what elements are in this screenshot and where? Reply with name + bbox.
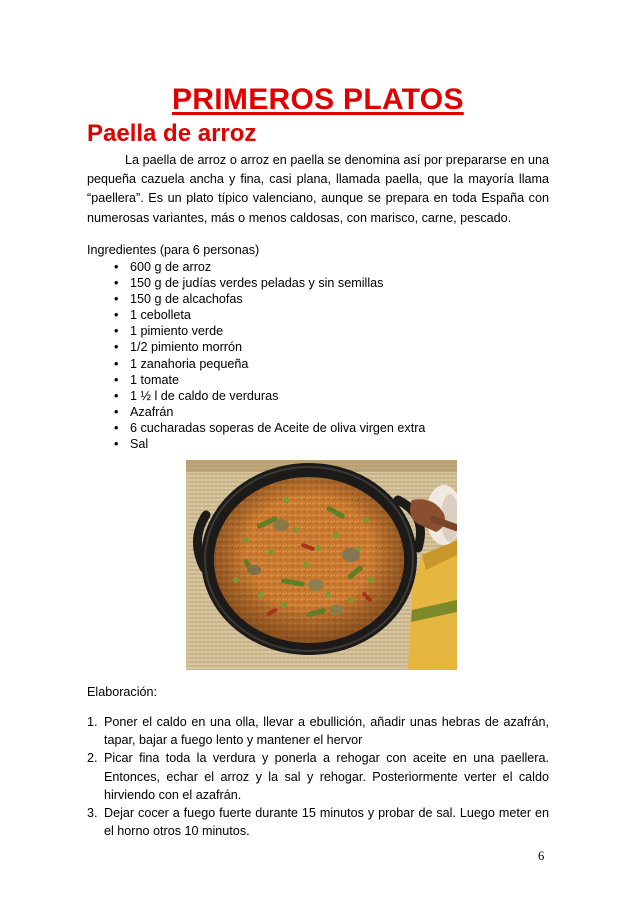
rice-shading — [214, 477, 404, 643]
paella-photo — [186, 460, 457, 670]
recipe-title: Paella de arroz — [87, 120, 257, 147]
ingredient-text: 150 g de alcachofas — [130, 292, 243, 307]
bullet-icon: • — [114, 340, 119, 355]
ingredient-text: 1/2 pimiento morrón — [130, 340, 242, 355]
bullet-icon: • — [114, 276, 119, 291]
bullet-icon: • — [114, 388, 119, 403]
step-number: 3. — [87, 806, 98, 821]
recipe-intro-paragraph: La paella de arroz o arroz en paella se denomina así por prepararse en una pequeña cazuela ancha y fina, casi plana, llamada paella, que la mayoría llama “paellera”. Es un plato típico valenciano, aunque se prepara en toda España con numerosas variantes, más o menos caldosas, con marisco, carne, pescado. — [87, 153, 549, 225]
bullet-icon: • — [114, 437, 119, 452]
bullet-icon: • — [114, 292, 119, 307]
bullet-icon: • — [114, 372, 119, 387]
page-title: PRIMEROS PLATOS — [172, 83, 464, 116]
step-text: Dejar cocer a fuego fuerte durante 15 minutos y probar de sal. Luego meter en el horno otros 10 minutos. — [104, 806, 549, 839]
ingredient-text: Sal — [130, 437, 149, 452]
step-text: Picar fina toda la verdura y ponerla a rehogar con aceite en una paellera. Entonces, echar el arroz y la sal y rehogar. Posteriormente verter el caldo hirviendo con el azafrán. — [104, 751, 549, 802]
elaboration-steps — [87, 713, 549, 840]
step-item — [87, 804, 549, 840]
ingredient-text: 1 pimiento verde — [130, 324, 224, 339]
bullet-icon: • — [114, 404, 119, 419]
ingredient-text: 1 cebolleta — [130, 308, 191, 323]
ingredient-text: 150 g de judías verdes peladas y sin semillas — [130, 276, 384, 291]
bullet-icon: • — [114, 420, 119, 435]
ingredients-heading: Ingredientes (para 6 personas) — [87, 243, 260, 257]
bullet-icon: • — [114, 260, 119, 274]
ingredient-text: 1 ½ l de caldo de verduras — [130, 388, 279, 403]
bullet-icon: • — [114, 308, 119, 323]
ingredient-text: Azafrán — [130, 404, 174, 419]
ingredient-text: 1 zanahoria pequeña — [130, 356, 249, 371]
ingredient-text: 1 tomate — [130, 372, 180, 387]
page-number: 6 — [538, 849, 545, 863]
step-number: 1. — [87, 715, 98, 729]
step-text: Poner el caldo en una olla, llevar a ebullición, añadir unas hebras de azafrán, tapar, bajar a fuego lento y mantener el hervor — [104, 715, 549, 748]
step-item — [87, 713, 549, 749]
step-number: 2. — [87, 751, 98, 766]
ingredient-text: 600 g de arroz — [130, 260, 212, 274]
paella-illustration — [186, 460, 457, 670]
bullet-icon: • — [114, 356, 119, 371]
step-item — [87, 749, 549, 804]
ingredient-text: 6 cucharadas soperas de Aceite de oliva virgen extra — [130, 420, 426, 435]
elaboration-heading: Elaboración: — [87, 685, 158, 699]
bullet-icon: • — [114, 324, 119, 339]
